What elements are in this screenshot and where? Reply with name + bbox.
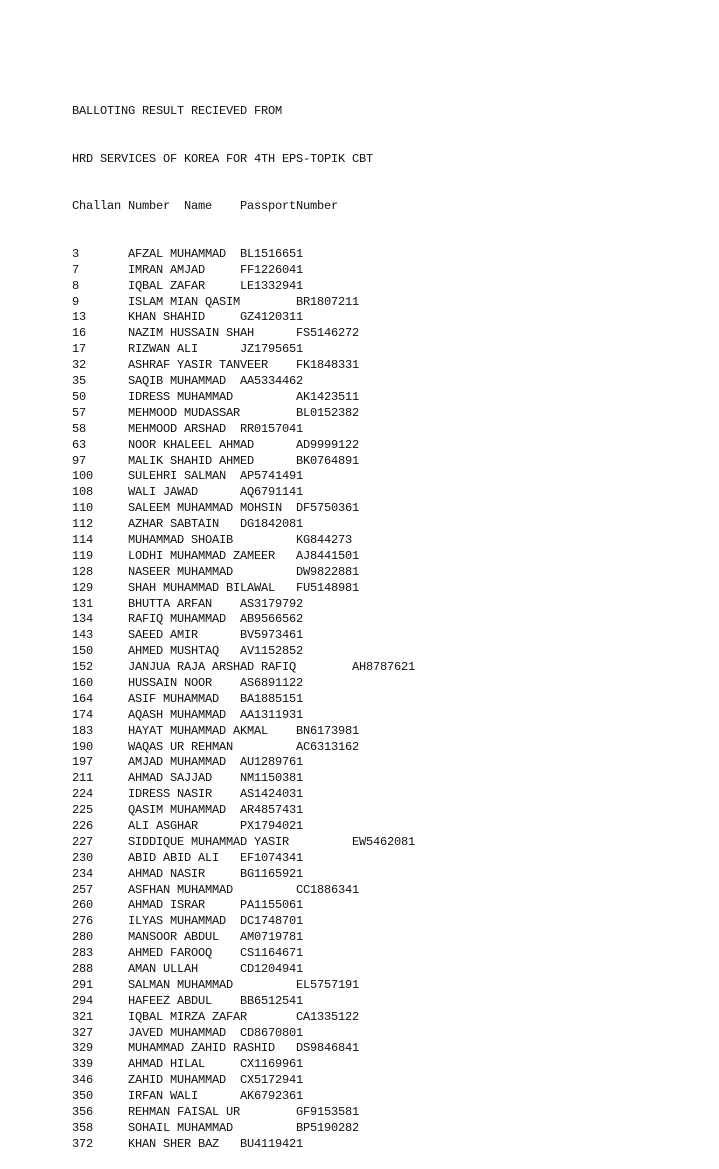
table-row: 129 SHAH MUHAMMAD BILAWAL FU5148981 [72, 580, 360, 595]
document-title-line-2: HRD SERVICES OF KOREA FOR 4TH EPS-TOPIK CBT [72, 151, 374, 166]
table-row: 97 MALIK SHAHID AHMED BK0764891 [72, 453, 360, 468]
table-row: 9 ISLAM MIAN QASIM BR1807211 [72, 294, 360, 309]
table-row: 283 AHMED FAROOQ CS1164671 [72, 946, 304, 961]
table-header: Challan Number Name PassportNumber [72, 199, 339, 214]
table-row: 164 ASIF MUHAMMAD BA1885151 [72, 691, 304, 706]
table-row: 197 AMJAD MUHAMMAD AU1289761 [72, 755, 304, 770]
table-row: 226 ALI ASGHAR PX1794021 [72, 818, 304, 833]
table-row: 131 BHUTTA ARFAN AS3179792 [72, 596, 304, 611]
table-row: 143 SAEED AMIR BV5973461 [72, 628, 304, 643]
table-row: 225 QASIM MUHAMMAD AR4857431 [72, 803, 304, 818]
table-row: 58 MEHMOOD ARSHAD RR0157041 [72, 421, 304, 436]
table-row: 321 IQBAL MIRZA ZAFAR CA1335122 [72, 1009, 360, 1024]
table-row: 224 IDRESS NASIR AS1424031 [72, 787, 304, 802]
table-row: 3 AFZAL MUHAMMAD BL1516651 [72, 246, 304, 261]
table-row: 294 HAFEEZ ABDUL BB6512541 [72, 993, 304, 1008]
table-row: 234 AHMAD NASIR BG1165921 [72, 866, 304, 881]
table-row: 260 AHMAD ISRAR PA1155061 [72, 898, 304, 913]
table-row: 57 MEHMOOD MUDASSAR BL0152382 [72, 405, 360, 420]
table-row: 50 IDRESS MUHAMMAD AK1423511 [72, 389, 360, 404]
table-row: 227 SIDDIQUE MUHAMMAD YASIR EW5462081 [72, 834, 416, 849]
document-title-line-1: BALLOTING RESULT RECIEVED FROM [72, 103, 283, 118]
table-row: 372 KHAN SHER BAZ BU4119421 [72, 1136, 304, 1151]
table-row: 280 MANSOOR ABDUL AM0719781 [72, 930, 304, 945]
table-row: 356 REHMAN FAISAL UR GF9153581 [72, 1105, 360, 1120]
table-row: 230 ABID ABID ALI EF1074341 [72, 850, 304, 865]
table-row: 346 ZAHID MUHAMMAD CX5172941 [72, 1073, 304, 1088]
table-row: 17 RIZWAN ALI JZ1795651 [72, 342, 304, 357]
document-page [72, 72, 415, 1169]
table-row: 119 LODHI MUHAMMAD ZAMEER AJ8441501 [72, 548, 360, 563]
table-row: 35 SAQIB MUHAMMAD AA5334462 [72, 374, 304, 389]
table-row: 174 AQASH MUHAMMAD AA1311931 [72, 707, 304, 722]
table-row: 8 IQBAL ZAFAR LE1332941 [72, 278, 304, 293]
table-row: 110 SALEEM MUHAMMAD MOHSIN DF5750361 [72, 501, 360, 516]
table-row: 150 AHMED MUSHTAQ AV1152852 [72, 644, 304, 659]
table-row: 128 NASEER MUHAMMAD DW9822881 [72, 564, 360, 579]
table-row: 339 AHMAD HILAL CX1169961 [72, 1057, 304, 1072]
table-row: 152 JANJUA RAJA ARSHAD RAFIQ AH8787621 [72, 660, 416, 675]
table-row: 114 MUHAMMAD SHOAIB KG844273 [72, 532, 353, 547]
table-row: 288 AMAN ULLAH CD1204941 [72, 962, 304, 976]
table-row: 32 ASHRAF YASIR TANVEER FK1848331 [72, 358, 360, 373]
table-row: 134 RAFIQ MUHAMMAD AB9566562 [72, 612, 304, 627]
table-row: 63 NOOR KHALEEL AHMAD AD9999122 [72, 437, 360, 452]
table-row: 329 MUHAMMAD ZAHID RASHID DS9846841 [72, 1041, 360, 1056]
table-row: 100 SULEHRI SALMAN AP5741491 [72, 469, 304, 484]
table-row: 183 HAYAT MUHAMMAD AKMAL BN6173981 [72, 723, 360, 738]
table-row: 291 SALMAN MUHAMMAD EL5757191 [72, 977, 360, 992]
table-row: 160 HUSSAIN NOOR AS6891122 [72, 675, 304, 690]
table-row: 358 SOHAIL MUHAMMAD BP5190282 [72, 1120, 360, 1135]
table-row: 16 NAZIM HUSSAIN SHAH FS5146272 [72, 326, 360, 341]
table-row: 7 IMRAN AMJAD FF1226041 [72, 262, 304, 277]
table-row: 350 IRFAN WALI AK6792361 [72, 1089, 304, 1104]
table-row: 108 WALI JAWAD AQ6791141 [72, 485, 304, 500]
table-row: 327 JAVED MUHAMMAD CD8670801 [72, 1025, 304, 1040]
table-row: 211 AHMAD SAJJAD NM1150381 [72, 771, 304, 786]
table-row: 257 ASFHAN MUHAMMAD CC1886341 [72, 882, 360, 897]
table-row: 13 KHAN SHAHID GZ4120311 [72, 310, 304, 325]
table-row: 276 ILYAS MUHAMMAD DC1748701 [72, 914, 304, 929]
table-row: 112 AZHAR SABTAIN DG1842081 [72, 517, 304, 532]
table-row: 190 WAQAS UR REHMAN AC6313162 [72, 739, 360, 754]
